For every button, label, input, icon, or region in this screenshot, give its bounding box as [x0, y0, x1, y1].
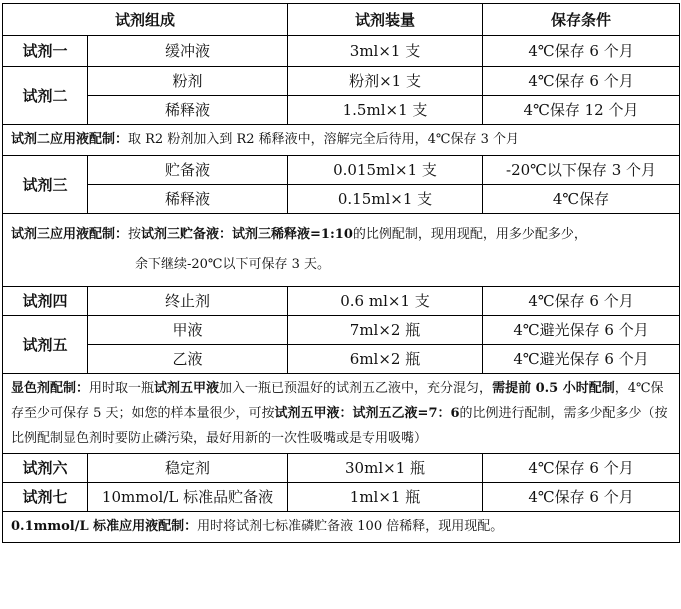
header-storage: 保存条件: [483, 4, 680, 36]
volume-cell: 0.15ml×1 支: [288, 185, 483, 214]
storage-cell: 4℃保存 6 个月: [483, 483, 680, 512]
reagent-label: 试剂二: [3, 67, 88, 125]
note-text: 的比例配制，现用现配，用多少配多少，: [352, 227, 587, 242]
component-cell: 乙液: [88, 345, 288, 374]
note-heading: 试剂三应用液配制：: [11, 227, 129, 242]
component-cell: 终止剂: [88, 287, 288, 316]
note-heading: 0.1mmol/L 标准应用液配制：: [11, 519, 198, 534]
volume-cell: 6ml×2 瓶: [288, 345, 483, 374]
storage-cell: 4℃保存 12 个月: [483, 96, 680, 125]
table-row: [3, 345, 680, 374]
note-text: 的比例进行配制，需多少配多少（按比例配制显色剂时要防止磷污染，最好用新的一次性吸嘴或是专用吸嘴）: [11, 406, 668, 446]
note-heading: 显色剂配制：: [11, 381, 90, 396]
volume-cell: 0.015ml×1 支: [288, 156, 483, 185]
table-row: [3, 185, 680, 214]
volume-cell: 3ml×1 支: [288, 36, 483, 67]
note-text: 用时将试剂七标准磷贮备液 100 倍稀释，现用现配。: [197, 519, 504, 534]
note-text: 用时取一瓶: [89, 381, 155, 396]
reagent-label: 试剂一: [3, 36, 88, 67]
reagent-label: 试剂三: [3, 156, 88, 214]
table-row: [3, 67, 680, 96]
storage-cell: 4℃保存 6 个月: [483, 287, 680, 316]
note-emphasis: 试剂五甲液: [154, 381, 220, 396]
volume-cell: 粉剂×1 支: [288, 67, 483, 96]
storage-cell: 4℃保存 6 个月: [483, 67, 680, 96]
storage-cell: 4℃避光保存 6 个月: [483, 345, 680, 374]
table-header-row: [3, 4, 680, 36]
storage-cell: 4℃保存 6 个月: [483, 454, 680, 483]
note-text: 余下继续-20℃以下可保存 3 天。: [135, 257, 331, 272]
note-text: 加入一瓶已预温好的试剂五乙液中，充分混匀，: [219, 381, 493, 396]
component-cell: 10mmol/L 标准品贮备液: [88, 483, 288, 512]
storage-cell: 4℃避光保存 6 个月: [483, 316, 680, 345]
note-emphasis: 需提前 0.5 小时配制: [492, 381, 615, 396]
note-text: ，4℃保存至少可保存 5 天；如您的样本量很少，可按: [11, 381, 664, 421]
header-volume: 试剂装量: [288, 4, 483, 36]
note-reagent3-preparation: [3, 214, 680, 287]
component-cell: 稳定剂: [88, 454, 288, 483]
component-cell: 贮备液: [88, 156, 288, 185]
storage-cell: 4℃保存: [483, 185, 680, 214]
table-row: [3, 156, 680, 185]
storage-cell: -20℃以下保存 3 个月: [483, 156, 680, 185]
table-row: [3, 483, 680, 512]
header-composition: 试剂组成: [3, 4, 288, 36]
volume-cell: 1.5ml×1 支: [288, 96, 483, 125]
note-text: 按: [128, 227, 142, 242]
note-reagent2-preparation: [3, 125, 680, 156]
note-text: 取 R2 粉剂加入到 R2 稀释液中，溶解完全后待用，4℃保存 3 个月: [128, 132, 520, 147]
component-cell: 稀释液: [88, 96, 288, 125]
note-color-reagent-preparation: [3, 374, 680, 454]
table-row: [3, 454, 680, 483]
component-cell: 缓冲液: [88, 36, 288, 67]
note-row: [3, 125, 680, 156]
storage-cell: 4℃保存 6 个月: [483, 36, 680, 67]
component-cell: 甲液: [88, 316, 288, 345]
volume-cell: 0.6 ml×1 支: [288, 287, 483, 316]
component-cell: 粉剂: [88, 67, 288, 96]
volume-cell: 7ml×2 瓶: [288, 316, 483, 345]
note-emphasis: 试剂三贮备液：试剂三稀释液=1:10: [141, 227, 353, 242]
reagent-label: 试剂四: [3, 287, 88, 316]
note-heading: 试剂二应用液配制：: [11, 132, 129, 147]
reagent-label: 试剂五: [3, 316, 88, 374]
reagent-label: 试剂七: [3, 483, 88, 512]
note-emphasis: 试剂五甲液：试剂五乙液=7：6: [274, 406, 460, 421]
table-row: [3, 287, 680, 316]
reagent-table: [2, 3, 680, 543]
note-row: [3, 214, 680, 287]
note-row: [3, 374, 680, 454]
volume-cell: 30ml×1 瓶: [288, 454, 483, 483]
component-cell: 稀释液: [88, 185, 288, 214]
table-row: [3, 36, 680, 67]
note-standard-preparation: [3, 512, 680, 543]
note-row: [3, 512, 680, 543]
reagent-label: 试剂六: [3, 454, 88, 483]
table-row: [3, 96, 680, 125]
table-row: [3, 316, 680, 345]
volume-cell: 1ml×1 瓶: [288, 483, 483, 512]
